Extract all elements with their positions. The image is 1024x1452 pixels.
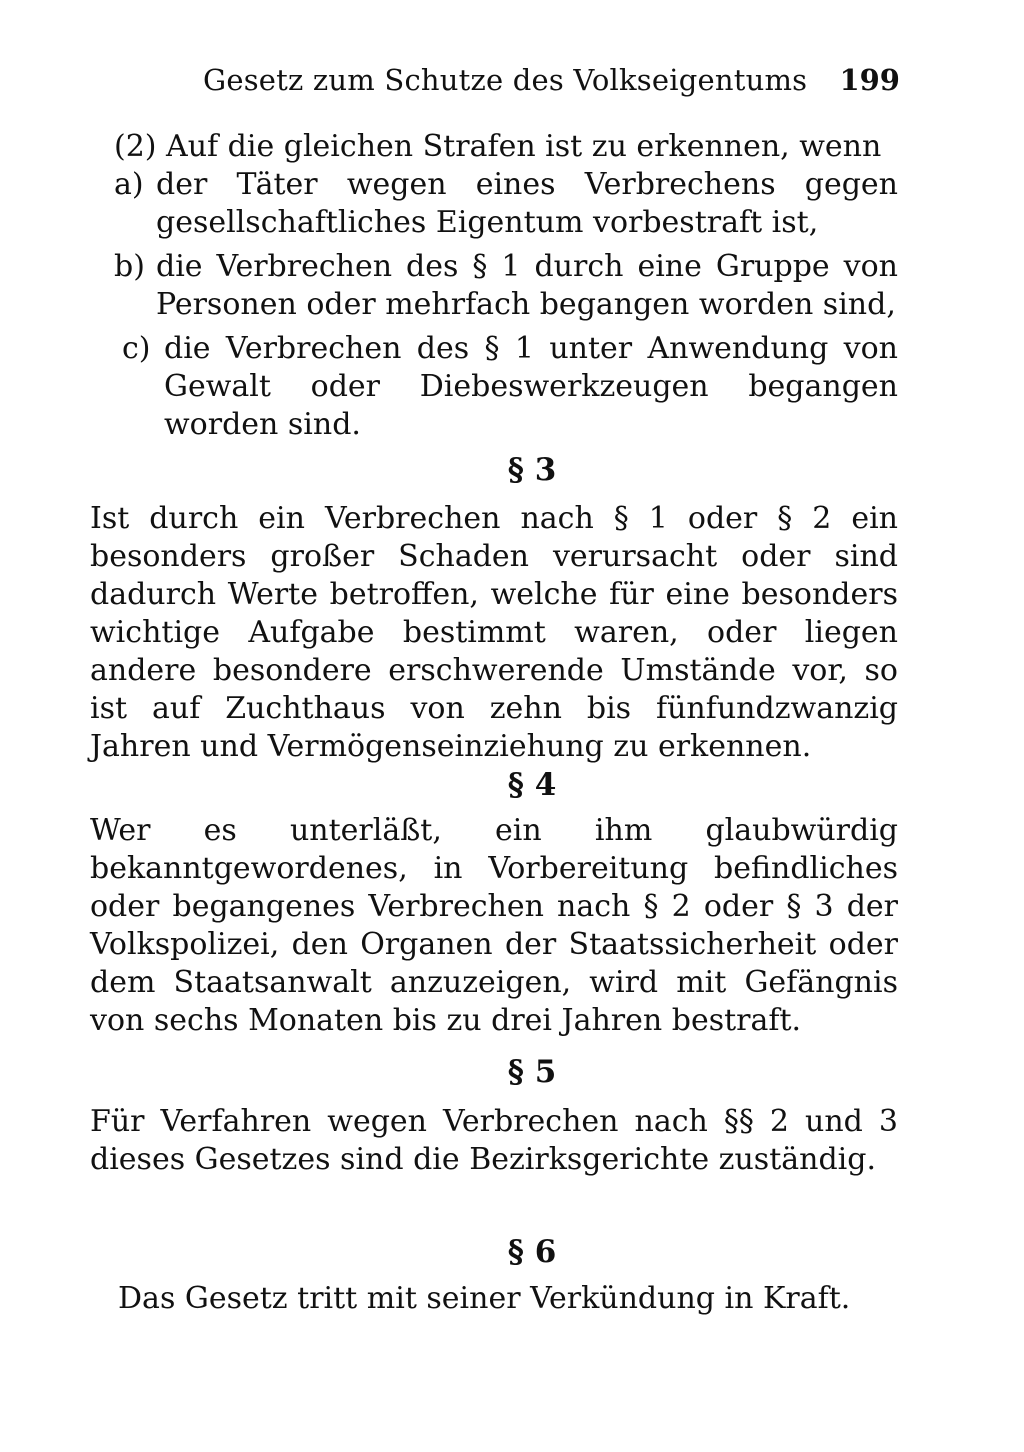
section-5-text: Für Verfahren wegen Verbrechen nach §§ 2 und 3 dieses Gesetzes sind die Bezirksgerichte zuständig.	[90, 1104, 898, 1177]
list-item-text: die Verbrechen des § 1 unter Anwendung von Gewalt oder Diebeswerkzeugen begangen worden sind.	[164, 331, 898, 442]
page-number: 199	[839, 63, 900, 97]
list-item-c	[122, 330, 898, 444]
section-3-text: Ist durch ein Verbrechen nach § 1 oder § 2 ein besonders großer Schaden verursacht oder sind dadurch Werte betroffen, welche für eine besonders wichtige Aufgabe bestimmt waren, oder liegen andere besondere erschwerende Umstände vor, so ist auf Zuchthaus von zehn bis fünfundzwanzig Jahren und Vermögenseinziehung zu erkennen.	[90, 501, 898, 764]
section-heading-text: § 6	[507, 1234, 557, 1270]
list-item-a	[114, 166, 898, 242]
section-heading-6	[0, 1232, 1024, 1272]
list-item-b	[114, 248, 898, 324]
section-heading-text: § 4	[507, 767, 557, 803]
section-heading-text: § 5	[507, 1054, 557, 1090]
running-header	[203, 58, 900, 102]
list-item-text: der Täter wegen eines Verbrechens gegen gesellschaftliches Eigentum vorbestraft ist,	[156, 167, 898, 240]
section-6-text: Das Gesetz tritt mit seiner Verkündung in Kraft.	[118, 1281, 851, 1316]
subsection-2-intro: (2) Auf die gleichen Strafen ist zu erkennen, wenn	[114, 129, 882, 164]
list-item-marker: c)	[122, 331, 151, 366]
list-item-text: die Verbrechen des § 1 durch eine Gruppe von Personen oder mehrfach begangen worden sind,	[156, 249, 898, 322]
running-head-title: Gesetz zum Schutze des Volkseigentums	[203, 63, 808, 97]
section-heading-3	[0, 450, 1024, 490]
list-item-marker: b)	[114, 249, 145, 284]
list-item-marker: a)	[114, 167, 144, 202]
section-heading-text: § 3	[507, 452, 557, 488]
section-heading-5	[0, 1052, 1024, 1092]
section-4-text: Wer es unterläßt, ein ihm glaubwürdig bekanntgewordenes, in Vorbereitung befindliches oder begangenes Verbrechen nach § 2 oder § 3 der Volkspolizei, den Organen der Staatssicherheit oder dem Staatsanwalt anzuzeigen, wird mit Gefängnis von sechs Monaten bis zu drei Jahren bestraft.	[90, 813, 898, 1038]
section-heading-4	[0, 765, 1024, 805]
